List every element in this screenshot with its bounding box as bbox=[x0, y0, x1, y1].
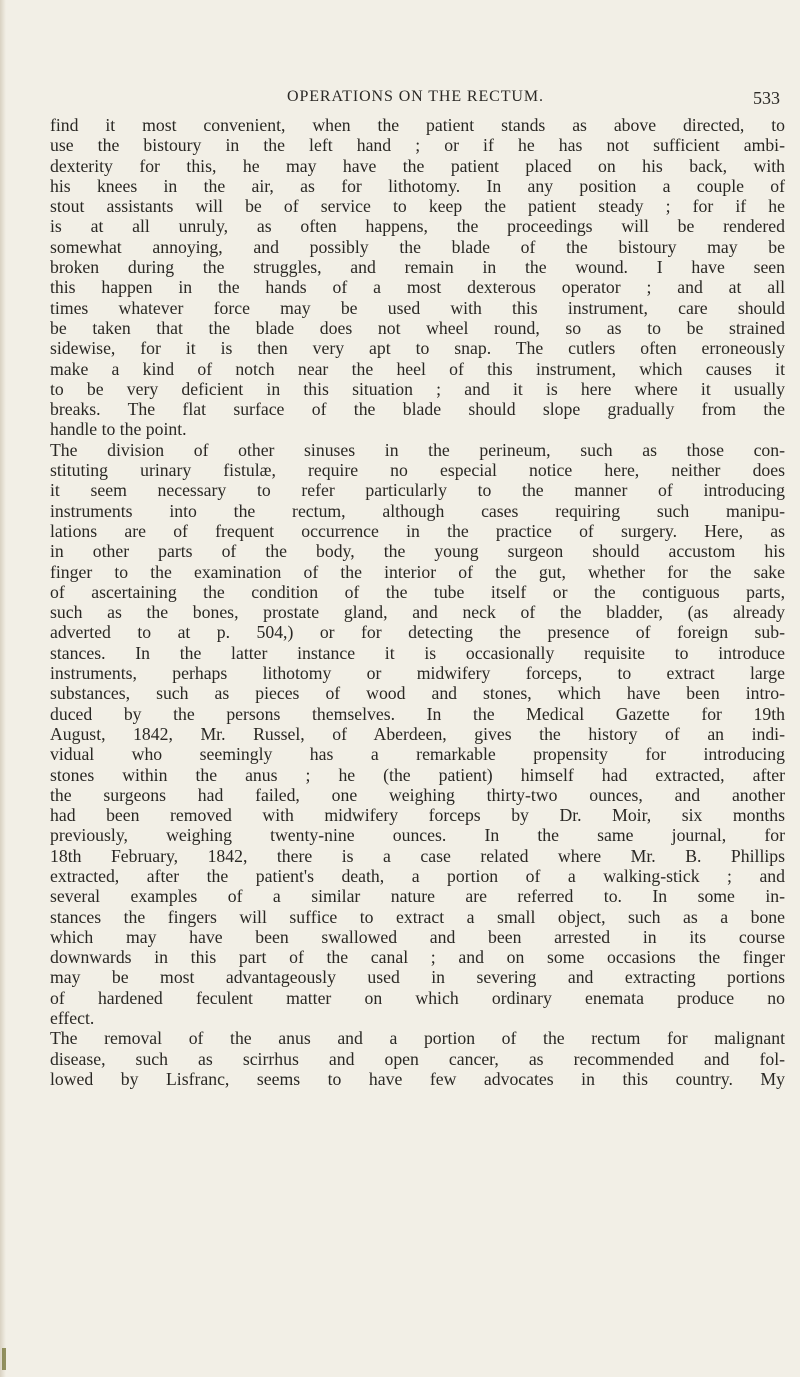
page-number: 533 bbox=[753, 88, 780, 108]
text-line: may be most advantageously used in severing and extracting portions bbox=[50, 967, 785, 988]
text-line: is at all unruly, as often happens, the proceedings will be rendered bbox=[50, 216, 785, 237]
text-line: August, 1842, Mr. Russel, of Aberdeen, gives the history of an indi- bbox=[50, 723, 785, 744]
text-line: 18th February, 1842, there is a case related where Mr. B. Phillips bbox=[50, 845, 785, 866]
text-line: had been removed with midwifery forceps by Dr. Moir, six months bbox=[50, 805, 785, 826]
text-line: The division of other sinuses in the perineum, such as those con- bbox=[50, 439, 785, 460]
text-line: effect. bbox=[50, 1008, 95, 1029]
text-line: times whatever force may be used with this instrument, care should bbox=[50, 297, 785, 318]
text-line: broken during the struggles, and remain in the wound. I have seen bbox=[50, 257, 785, 278]
text-line: it seem necessary to refer particularly to the manner of introducing bbox=[50, 480, 785, 501]
text-line: duced by the persons themselves. In the Medical Gazette for 19th bbox=[50, 703, 785, 724]
text-line: use the bistoury in the left hand ; or if he has not sufficient ambi- bbox=[50, 135, 785, 156]
text-line: stances. In the latter instance it is occasionally requisite to introduce bbox=[50, 642, 785, 663]
text-line: somewhat annoying, and possibly the blade of the bistoury may be bbox=[50, 236, 785, 257]
text-line: find it most convenient, when the patient stands as above directed, to bbox=[50, 115, 785, 135]
running-head: OPERATIONS ON THE RECTUM. bbox=[287, 88, 544, 105]
text-line: downwards in this part of the canal ; and on some occasions the finger bbox=[50, 947, 785, 968]
page-gutter-shadow bbox=[0, 0, 6, 1377]
text-line: instruments, perhaps lithotomy or midwifery forceps, to extract large bbox=[50, 663, 785, 684]
page-header bbox=[112, 88, 784, 110]
text-line: stituting urinary fistulæ, require no especial notice here, neither does bbox=[50, 460, 785, 481]
text-line: instruments into the rectum, although cases requiring such manipu- bbox=[50, 500, 785, 521]
text-line: finger to the examination of the interior of the gut, whether for the sake bbox=[50, 561, 785, 582]
text-line: sidewise, for it is then very apt to snap. The cutlers often erroneously bbox=[50, 338, 785, 359]
text-line: previously, weighing twenty-nine ounces. In the same journal, for bbox=[50, 825, 785, 846]
text-line: adverted to at p. 504,) or for detecting the presence of foreign sub- bbox=[50, 622, 785, 643]
text-line: dexterity for this, he may have the patient placed on his back, with bbox=[50, 155, 785, 176]
text-line: lations are of frequent occurrence in the practice of surgery. Here, as bbox=[50, 520, 785, 541]
margin-mark bbox=[2, 1348, 6, 1370]
body-text bbox=[50, 115, 785, 1089]
text-line: substances, such as pieces of wood and stones, which have been intro- bbox=[50, 683, 785, 704]
text-line: stones within the anus ; he (the patient) himself had extracted, after bbox=[50, 764, 785, 785]
text-line: extracted, after the patient's death, a portion of a walking-stick ; and bbox=[50, 865, 785, 886]
text-line: make a kind of notch near the heel of this instrument, which causes it bbox=[50, 358, 785, 379]
text-line: his knees in the air, as for lithotomy. In any position a couple of bbox=[50, 175, 785, 196]
text-line: this happen in the hands of a most dexterous operator ; and at all bbox=[50, 277, 785, 298]
text-line: The removal of the anus and a portion of the rectum for malignant bbox=[50, 1028, 785, 1049]
text-line: such as the bones, prostate gland, and neck of the bladder, (as already bbox=[50, 602, 785, 623]
text-line: breaks. The flat surface of the blade should slope gradually from the bbox=[50, 399, 785, 420]
text-line: stout assistants will be of service to keep the patient steady ; for if he bbox=[50, 196, 785, 217]
text-line: be taken that the blade does not wheel round, so as to be strained bbox=[50, 317, 785, 338]
text-line: vidual who seemingly has a remarkable propensity for introducing bbox=[50, 744, 785, 765]
text-line: stances the fingers will suffice to extract a small object, such as a bone bbox=[50, 906, 785, 927]
text-line: disease, such as scirrhus and open cancer, as recommended and fol- bbox=[50, 1048, 785, 1069]
text-line: several examples of a similar nature are referred to. In some in- bbox=[50, 886, 785, 907]
text-line: of hardened feculent matter on which ordinary enemata produce no bbox=[50, 987, 785, 1008]
text-line: lowed by Lisfranc, seems to have few advocates in this country. My bbox=[50, 1068, 785, 1089]
text-line: which may have been swallowed and been arrested in its course bbox=[50, 926, 785, 947]
text-line: the surgeons had failed, one weighing thirty-two ounces, and another bbox=[50, 784, 785, 805]
text-line: to be very deficient in this situation ; and it is here where it usually bbox=[50, 378, 785, 399]
text-line: of ascertaining the condition of the tube itself or the contiguous parts, bbox=[50, 581, 785, 602]
text-line: in other parts of the body, the young surgeon should accustom his bbox=[50, 541, 785, 562]
text-line: handle to the point. bbox=[50, 419, 187, 440]
